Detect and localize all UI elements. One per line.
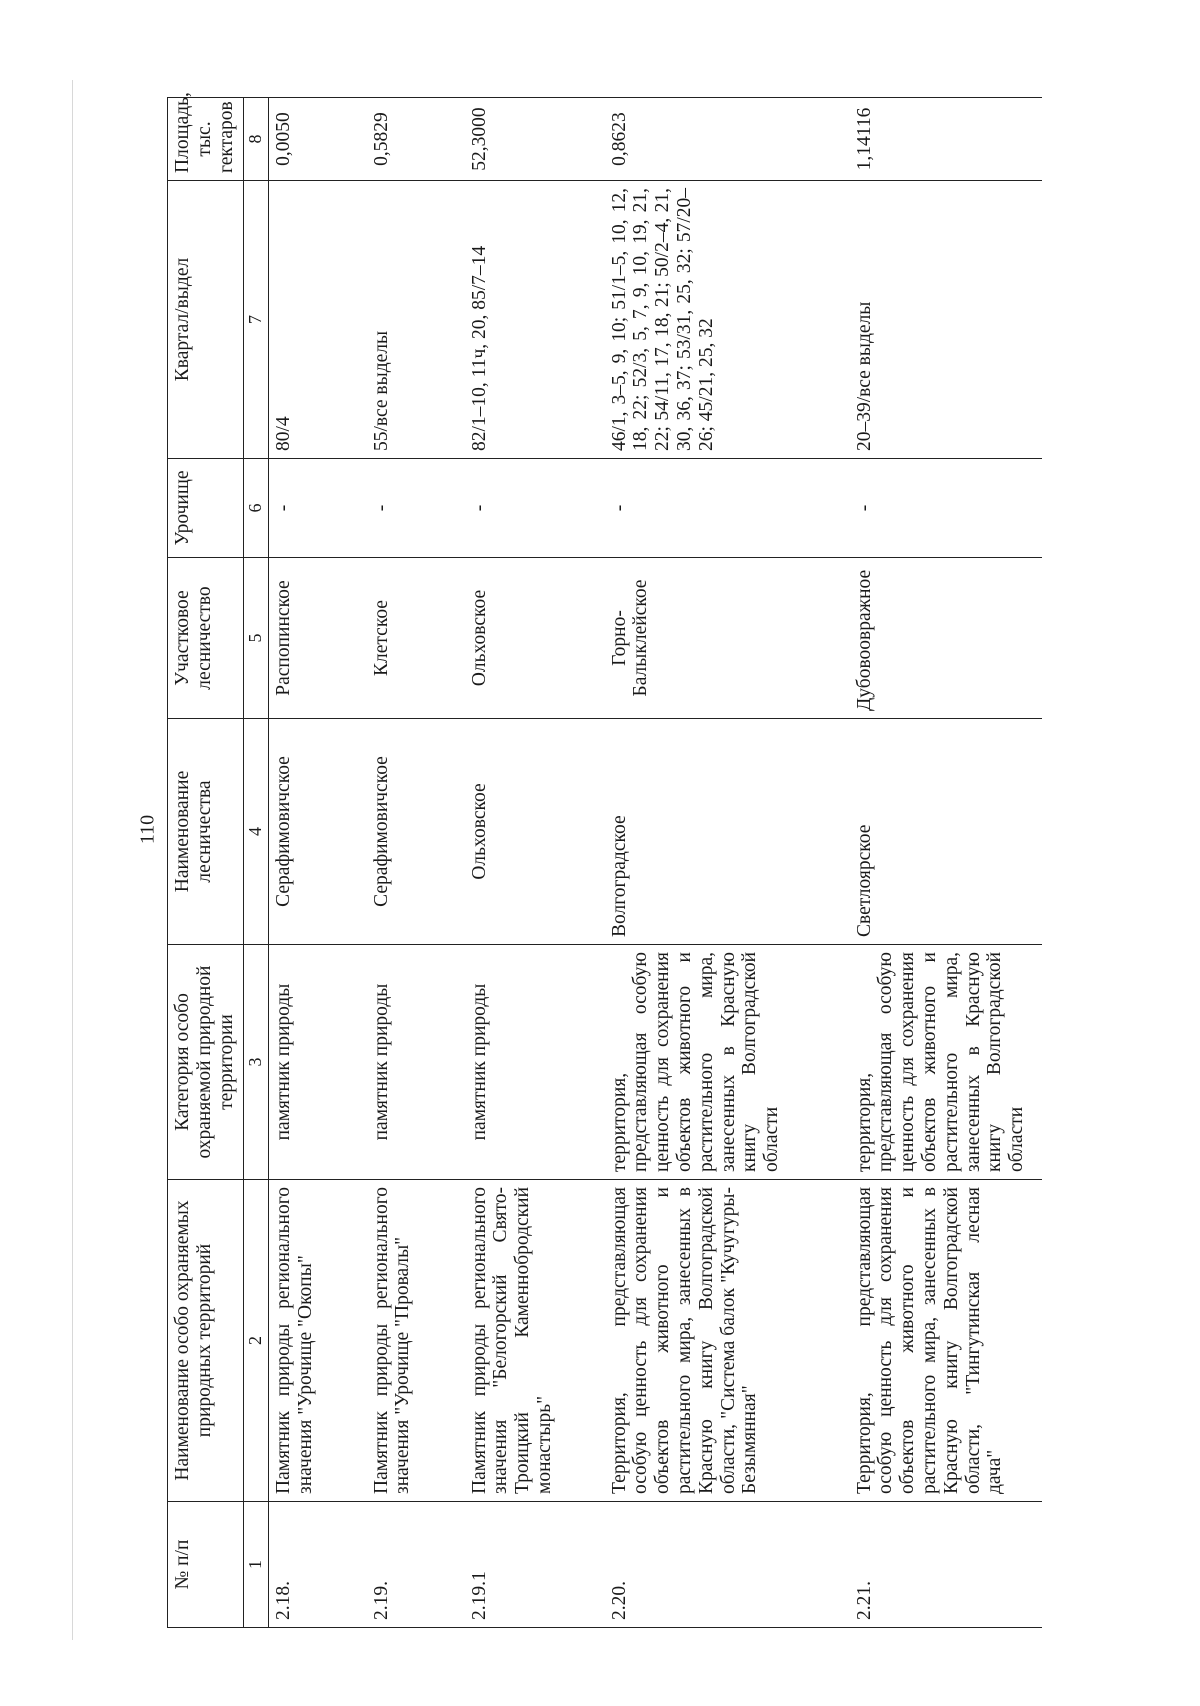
column-number: 4: [244, 719, 269, 945]
area-size: 0,8623: [605, 98, 850, 181]
header-row: [168, 98, 244, 1628]
area-name: Памятник природы регионального значения "Белогорский Свято-Троицкий Каменнобродский монастырь": [465, 1180, 605, 1502]
area-category: памятник природы: [367, 945, 465, 1180]
table-row: [465, 98, 605, 1628]
table-row: [269, 98, 367, 1628]
area-category: памятник природы: [269, 945, 367, 1180]
forestry-district: Распопинское: [269, 558, 367, 719]
header-cell-number: № п/п: [168, 1502, 244, 1628]
forestry-name: Ольховское: [465, 719, 605, 945]
header-cell-tract: Урочище: [168, 459, 244, 558]
area-category: памятник природы: [465, 945, 605, 1180]
column-number: 6: [244, 459, 269, 558]
row-number: 2.20.: [605, 1502, 850, 1628]
quarter-allotment: 55/все выделы: [367, 181, 465, 459]
forestry-district: Ольховское: [465, 558, 605, 719]
header-cell-district: Участковое лесничество: [168, 558, 244, 719]
forestry-name: Волгоградское: [605, 719, 850, 945]
tract-name: -: [367, 459, 465, 558]
column-number: 8: [244, 98, 269, 181]
row-number: 2.21.: [850, 1502, 1043, 1628]
header-cell-forestry: Наименование лесничества: [168, 719, 244, 945]
quarter-allotment: 46/1, 3–5, 9, 10; 51/1–5, 10, 12, 18, 22; 52/3, 5, 7, 9, 10, 19, 21, 22; 54/11, 17, 18, 21; 50/2–4, 21, 30, 36, 37; 53/31, 25, 32; 57/20–26; 45/21, 25, 32: [605, 181, 850, 459]
header-cell-name: Наименование особо охраняемых природных территорий: [168, 1180, 244, 1502]
page-number: 110: [136, 814, 159, 845]
row-number: 2.18.: [269, 1502, 367, 1628]
forestry-district: Дубовоовражное: [850, 558, 1043, 719]
area-name: Территория, представляющая особую ценность для сохранения объектов животного и растительного мира, занесенных в Красную книгу Волгоградской области, "Тингутинская лесная дача": [850, 1180, 1043, 1502]
column-number: 3: [244, 945, 269, 1180]
tract-name: -: [605, 459, 850, 558]
header-cell-area: Площадь, тыс. гектаров: [168, 98, 244, 181]
table-body: [269, 98, 1043, 1628]
column-number: 7: [244, 181, 269, 459]
area-size: 0,5829: [367, 98, 465, 181]
column-number: 5: [244, 558, 269, 719]
area-name: Памятник природы регионального значения "Урочище "Окопы": [269, 1180, 367, 1502]
area-size: 1,14116: [850, 98, 1043, 181]
table-row: [367, 98, 465, 1628]
header-cell-category: Категория особо охраняемой природной территории: [168, 945, 244, 1180]
rotated-table-container: [167, 92, 1042, 1628]
protected-areas-table: [167, 92, 1042, 1628]
table-header: [168, 92, 269, 1628]
quarter-allotment: 80/4: [269, 181, 367, 459]
quarter-allotment: 82/1–10, 11ч, 20, 85/7–14: [465, 181, 605, 459]
forestry-name: Серафимовичское: [269, 719, 367, 945]
table-row: [605, 98, 850, 1628]
area-name: Памятник природы регионального значения "Урочище "Провалы": [367, 1180, 465, 1502]
forestry-name: Светлоярское: [850, 719, 1043, 945]
quarter-allotment: 20–39/все выделы: [850, 181, 1043, 459]
row-number: 2.19.: [367, 1502, 465, 1628]
area-category: территория, представляющая особую ценность для сохранения объектов животного и растительного мира, занесенных в Красную книгу Волгоградской области: [605, 945, 850, 1180]
column-number-row: [244, 98, 269, 1628]
area-size: 0,0050: [269, 98, 367, 181]
scan-edge-line: [72, 80, 73, 1640]
area-name: Территория, представляющая особую ценность для сохранения объектов животного и растительного мира, занесенных в Красную книгу Волгоградской области, "Система балок "Кучугуры-Безымянная": [605, 1180, 850, 1502]
column-number: 1: [244, 1502, 269, 1628]
row-number: 2.19.1: [465, 1502, 605, 1628]
area-category: территория, представляющая особую ценность для сохранения объектов животного и растительного мира, занесенных в Красную книгу Волгоградской области: [850, 945, 1043, 1180]
forestry-district: Горно-Балыклейское: [605, 558, 850, 719]
tract-name: -: [850, 459, 1043, 558]
forestry-district: Клетское: [367, 558, 465, 719]
forestry-name: Серафимовичское: [367, 719, 465, 945]
tract-name: -: [465, 459, 605, 558]
tract-name: -: [269, 459, 367, 558]
column-number: 2: [244, 1180, 269, 1502]
header-cell-quarter: Квартал/выдел: [168, 181, 244, 459]
table-row: [850, 98, 1043, 1628]
area-size: 52,3000: [465, 98, 605, 181]
